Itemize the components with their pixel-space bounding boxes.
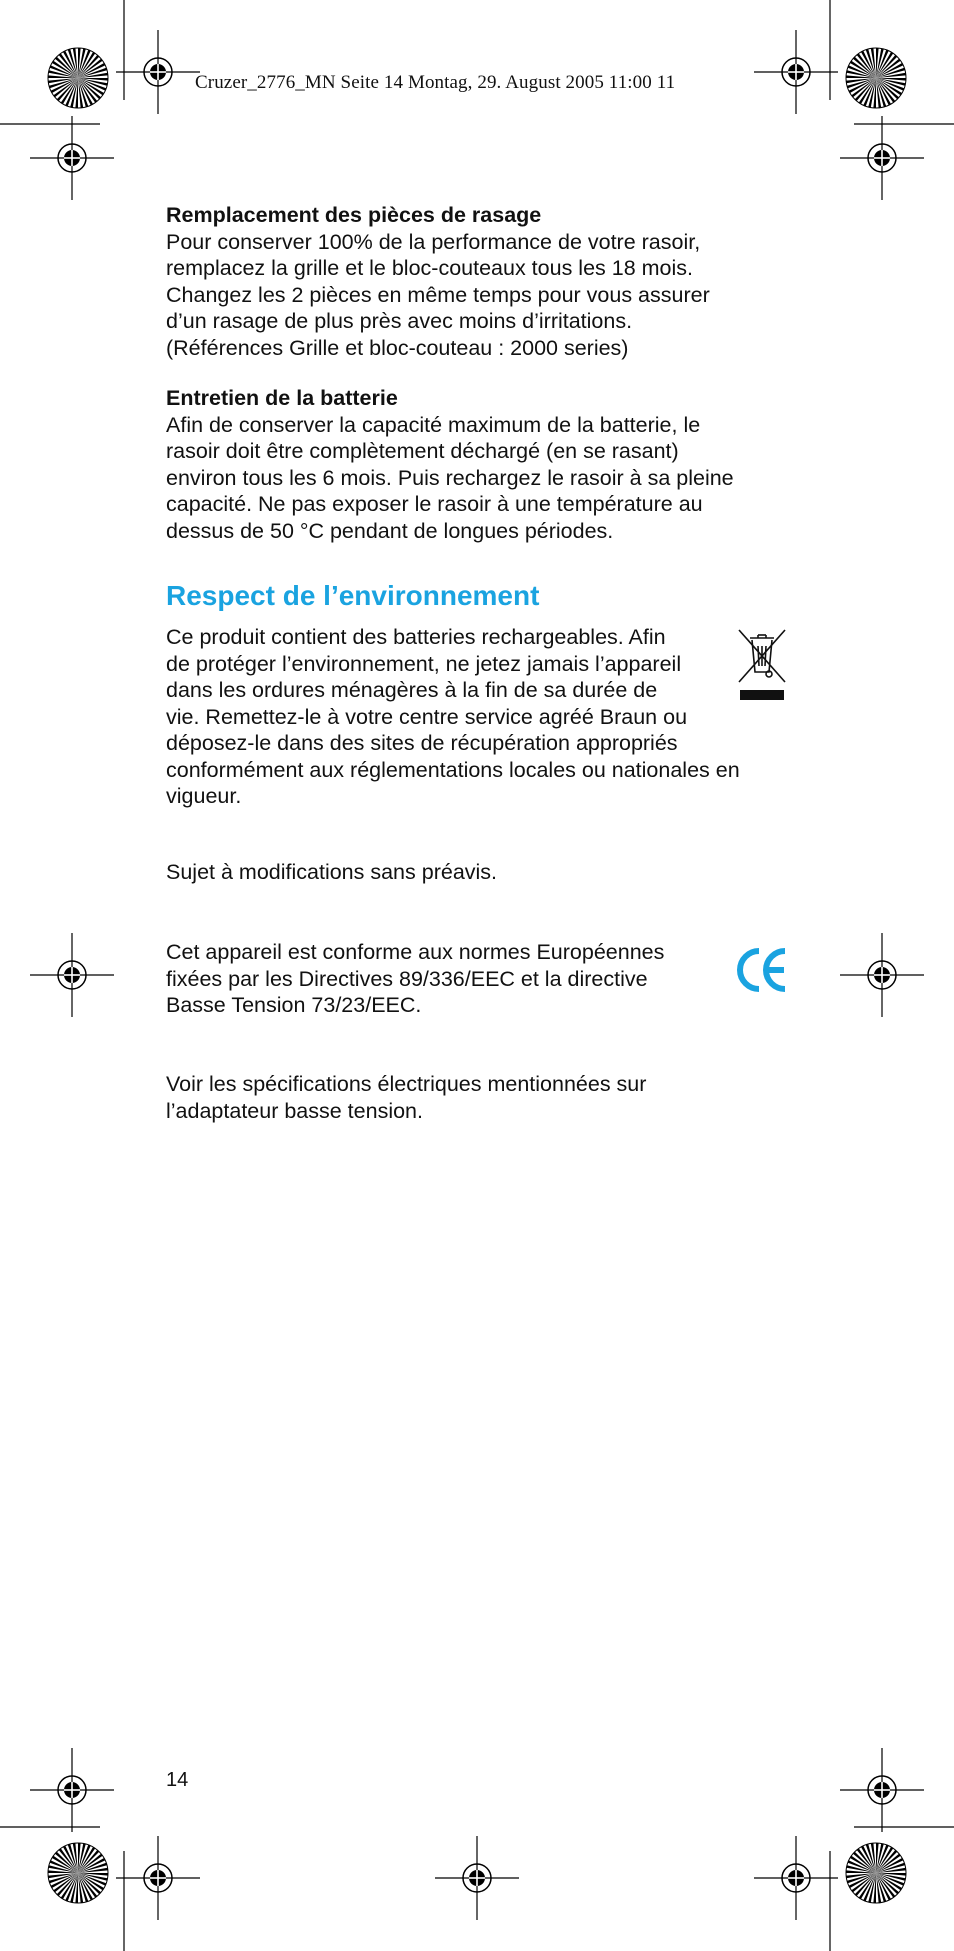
battery-line: environ tous les 6 mois. Puis rechargez le rasoir à sa pleine: [166, 465, 734, 490]
replacement-section: [166, 202, 796, 361]
modifications-notice: [166, 859, 796, 886]
specifications-line: l’adaptateur basse tension.: [166, 1098, 423, 1123]
conformity-line: Basse Tension 73/23/EEC.: [166, 993, 422, 1017]
specifications-line: Voir les spécifications électriques mentionnées sur: [166, 1072, 647, 1096]
environment-line: conformément aux réglementations locales ou nationales en: [166, 757, 740, 782]
environment-title: Respect de l’environnement: [166, 580, 540, 611]
ce-mark-icon: [734, 944, 790, 996]
replacement-line: Changez les 2 pièces en même temps pour vous assurer: [166, 282, 710, 307]
environment-line: Ce produit contient des batteries rechargeables. Afin: [166, 625, 666, 649]
crossed-out-wheelie-bin-icon: [736, 626, 788, 702]
environment-line: déposez-le dans des sites de récupération appropriés: [166, 731, 678, 755]
conformity-line: fixées par les Directives 89/336/EEC et la directive: [166, 966, 648, 991]
starburst-target: [48, 1843, 108, 1903]
conformity-section: [166, 939, 796, 1019]
environment-line: vigueur.: [166, 784, 242, 808]
replacement-heading: Remplacement des pièces de rasage: [166, 203, 542, 227]
battery-line: rasoir doit être complètement déchargé (en se rasant): [166, 439, 679, 463]
starburst-target: [846, 1843, 906, 1903]
battery-section: [166, 385, 796, 544]
modifications-line: Sujet à modifications sans préavis.: [166, 860, 498, 884]
battery-line: Afin de conserver la capacité maximum de la batterie, le: [166, 412, 701, 437]
battery-line: dessus de 50 °C pendant de longues périodes.: [166, 518, 614, 543]
specifications-section: [166, 1071, 796, 1124]
battery-line: capacité. Ne pas exposer le rasoir à une température au: [166, 492, 703, 516]
environment-line: de protéger l’environnement, ne jetez jamais l’appareil: [166, 651, 682, 676]
environment-line: vie. Remettez-le à votre centre service agréé Braun ou: [166, 704, 688, 729]
replacement-line: Pour conserver 100% de la performance de votre rasoir,: [166, 229, 701, 254]
print-slug: Cruzer_2776_MN Seite 14 Montag, 29. August 2005 11:00 11: [195, 72, 676, 93]
environment-section: [166, 624, 796, 810]
conformity-line: Cet appareil est conforme aux normes Européennes: [166, 940, 665, 964]
starburst-target: [48, 48, 108, 108]
environment-line: dans les ordures ménagères à la fin de sa durée de: [166, 678, 658, 702]
replacement-line: remplacez la grille et le bloc-couteaux tous les 18 mois.: [166, 256, 694, 280]
page-number: 14: [166, 1769, 189, 1791]
replacement-line: d’un rasage de plus près avec moins d’irritations.: [166, 309, 633, 333]
replacement-line: (Références Grille et bloc-couteau : 2000 series): [166, 335, 629, 360]
battery-heading: Entretien de la batterie: [166, 386, 398, 410]
starburst-target: [846, 48, 906, 108]
